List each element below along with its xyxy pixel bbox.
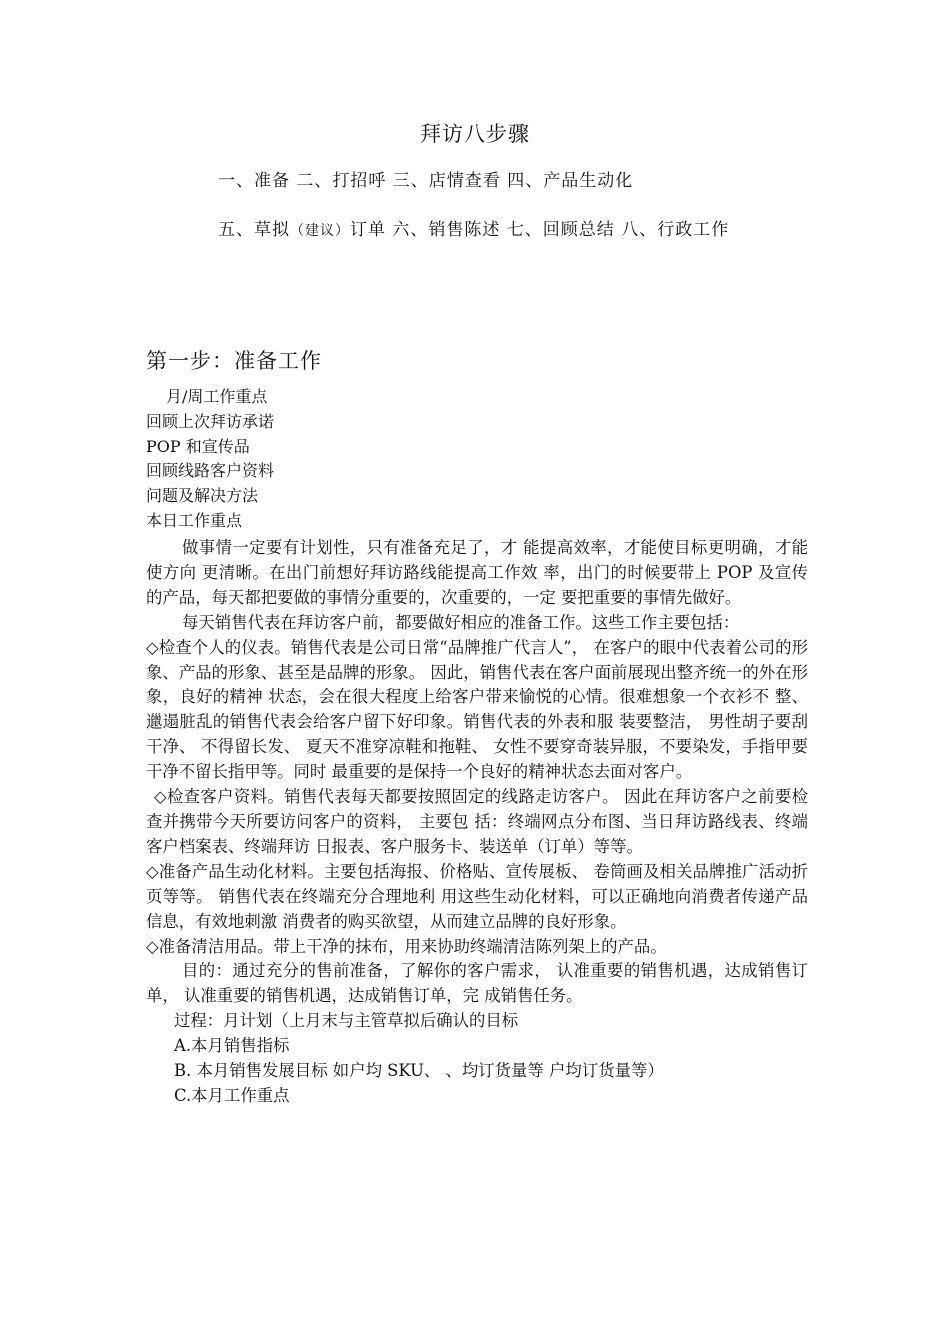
steps-line-1: 一、准备 二、打招呼 三、店情查看 四、产品生动化: [218, 171, 634, 191]
steps-line-2-part-a: 五、草拟: [218, 220, 290, 240]
paragraph: A.本月销售指标: [174, 1036, 290, 1056]
paragraph: 每天销售代表在拜访客户前，都要做好相应的准备工作。这些工作主要包括：: [182, 612, 740, 632]
checklist: [146, 385, 274, 534]
checklist-item: 回顾线路客户资料: [146, 461, 275, 481]
section-heading: 第一步：准备工作: [146, 349, 322, 373]
paragraph: ◇检查客户资料。销售代表每天都要按照固定的线路走访客户。 因此在拜访客户之前要检查并携带今天所要访问客户的资料， 主要包 括：终端网点分布图、当日拜访路线表、终端客户档案表、终端拜访 日报表、客户服务卡、装送单（订单）等等。: [146, 787, 808, 856]
checklist-item: 问题及解决方法: [146, 486, 259, 506]
paragraph: C.本月工作重点: [174, 1085, 290, 1105]
body-text: [146, 536, 808, 1109]
paragraph: ◇准备清洁用品。带上干净的抹布，用来协助终端清洁陈列架上的产品。: [146, 936, 667, 956]
checklist-item: 本日工作重点: [146, 510, 243, 530]
paragraph: ◇准备产品生动化材料。主要包括海报、价格贴、宣传展板、 卷筒画及相关品牌推广活动折页等等。 销售代表在终端充分合理地利 用这些生动化材料，可以正确地向消费者传递产品信息，有效地刺激 消费者的购买欲望，从而建立品牌的良好形象。: [146, 861, 808, 931]
checklist-item: 月/周工作重点: [166, 387, 268, 406]
steps-line-2: [218, 215, 729, 240]
paragraph: 过程：月计划（上月末与主管草拟后确认的目标: [174, 1011, 519, 1031]
document-title: 拜访八步骤: [420, 122, 530, 146]
paragraph: 做事情一定要有计划性，只有准备充足了，才 能提高效率，才能使目标更明确，才能使方向 更清晰。在出门前想好拜访路线能提高工作效 率，出门的时候要带上 POP 及宣传的产品，每天都把要做的事情分重要的，次重要的，一定 要把重要的事情先做好。: [146, 538, 808, 607]
checklist-item: 回顾上次拜访承诺: [146, 411, 275, 431]
paragraph: ◇检查个人的仪表。销售代表是公司日常“品牌推广代言人”， 在客户的眼中代表着公司的形象、产品的形象、甚至是品牌的形象。 因此，销售代表在客户面前展现出整齐统一的外在形象，良好的精神 状态，会在很大程度上给客户带来愉悦的心情。很难想象一个衣衫不 整、邋遢脏乱的销售代表会给客户留下好印象。销售代表的外表和服 装要整洁， 男性胡子要刮干净、 不得留长发、 夏天不准穿凉鞋和拖鞋、 女性不要穿奇装异服，不要染发，手指甲要干净不留长指甲等。同时 最重要的是保持一个良好的精神状态去面对客户。: [146, 637, 808, 782]
paragraph: 目的：通过充分的售前准备，了解你的客户需求， 认准重要的销售机遇，达成销售订单， 认准重要的销售机遇，达成销售订单，完 成销售任务。: [146, 961, 808, 1006]
paragraph: B. 本月销售发展目标 如户均 SKU、 、均订货量等 户均订货量等）: [174, 1061, 664, 1081]
steps-line-2-note: （建议）: [290, 223, 350, 239]
steps-line-2-part-b: 订单 六、销售陈述 七、回顾总结 八、行政工作: [350, 220, 730, 240]
checklist-item: POP 和宣传品: [146, 436, 250, 456]
